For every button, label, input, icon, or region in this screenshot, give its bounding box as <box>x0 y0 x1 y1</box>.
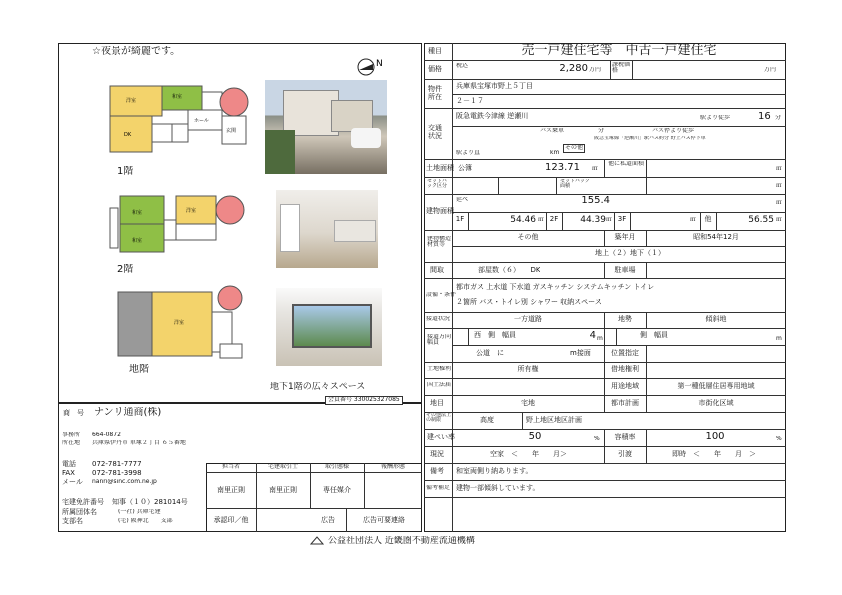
tel-label: 電話 <box>62 460 76 468</box>
title-label: 種目 <box>428 47 442 55</box>
floor-2f-label: 2F <box>549 215 559 223</box>
total-area: 155.4 <box>581 195 610 206</box>
svg-text:洋室: 洋室 <box>186 208 197 214</box>
svg-text:玄関: 玄関 <box>226 128 237 134</box>
mail-address[interactable]: nanri@sinc.com.ne.jp <box>92 479 157 485</box>
terrain-label: 地勢 <box>618 315 632 323</box>
svg-text:和室: 和室 <box>172 94 183 100</box>
postal-code: 664-0872 <box>92 432 121 438</box>
fax-label: FAX <box>62 469 75 477</box>
layout-label: 間取 <box>430 266 444 274</box>
built-label: 築年月 <box>614 233 636 241</box>
north-arrow-icon <box>356 56 386 80</box>
stories-value: 地上（２）地下（１） <box>595 249 665 257</box>
bus-stop-label: バス停より徒歩 <box>652 128 695 134</box>
city-plan-value: 市街化区域 <box>698 399 734 407</box>
staff-mode: 専任媒介 <box>323 486 351 494</box>
handover-value: 即時 ＜ 年 月 ＞ <box>672 450 756 458</box>
notes-value: 和室両側り納あります。 <box>456 467 533 475</box>
from-station: 駅より直 <box>456 150 481 156</box>
land-rights-value: 所有権 <box>517 365 539 373</box>
frontage: m接面 <box>570 349 591 357</box>
license-label: 宅建免許番号 <box>62 498 104 506</box>
staff-header-agent: 担当者 <box>221 464 240 470</box>
far-label: 容積率 <box>614 433 636 441</box>
bcr-pct: % <box>594 436 600 442</box>
supplement-value: 建物一部傾斜しています。 <box>456 484 540 492</box>
staff-header-licensee: 宅建取引士 <box>267 464 298 470</box>
staff-licensee: 南里正則 <box>269 486 297 494</box>
broker-address: 兵庫県伊丹市 車塚２丁目 ６５番地 <box>92 440 186 446</box>
traffic-label: 交通状況 <box>428 124 442 141</box>
building-area-label: 建物面積 <box>426 207 454 215</box>
svg-text:ホール: ホール <box>194 118 209 124</box>
floor-label-b1: 地階 <box>129 364 149 375</box>
zoning-value: 第一種低層住居専用地域 <box>677 382 755 390</box>
train-line: 阪急電鉄今津線 逆瀬川 <box>456 112 529 120</box>
road-width-1-unit: m <box>597 336 603 342</box>
listing-title: 売一戸建住宅等 中古一戸建住宅 <box>521 44 717 58</box>
floor-1f-label: 1F <box>455 215 465 223</box>
facilities-label: 設備・条件 <box>426 292 457 298</box>
svg-text:和室: 和室 <box>132 210 143 216</box>
floor-label-2f: 2階 <box>117 264 134 275</box>
price-label: 価格 <box>428 65 442 73</box>
land-rights-label: 土地権利 <box>427 366 452 372</box>
road-label: 接道状況 <box>426 316 451 322</box>
bus-label: バス乗車 <box>540 128 565 134</box>
lease-label: 借地権利 <box>611 365 639 373</box>
office-label: 事務所 <box>62 432 81 438</box>
terrain-value: 傾斜地 <box>705 315 727 323</box>
broker-name: ナンリ通商(株) <box>94 407 162 418</box>
floor-1f-sqm: ㎡ <box>538 217 545 223</box>
land-area: 123.71 <box>545 162 580 173</box>
tel-number: 072-781-7777 <box>92 460 142 468</box>
position-label: 位置指定 <box>611 349 639 357</box>
total-area-label: 延べ <box>456 197 469 203</box>
far-pct: % <box>776 436 782 442</box>
city-plan-label: 都市計画 <box>611 399 639 407</box>
taxable-value-label: 課税価格 <box>612 62 631 74</box>
law-label: 国土法届 <box>427 382 452 388</box>
floor-other-label: 他 <box>704 215 712 223</box>
fax-number: 072-781-3998 <box>92 469 142 477</box>
mail-label: メール <box>62 478 83 486</box>
parking-label: 駐車場 <box>614 266 636 274</box>
floor-2f-area: 44.39 <box>580 215 606 225</box>
structure-label: 建物構造材質等 <box>427 236 451 248</box>
zoning-label: 用途地域 <box>611 382 639 390</box>
far-value: 100 <box>705 431 725 442</box>
assoc-label: 所属団体名 <box>62 508 97 516</box>
address-line-1: 兵庫県宝塚市野上５丁目 <box>456 82 533 90</box>
road-dir-1: 西 側 幅員 <box>474 331 516 339</box>
price-value: 2,280 <box>559 63 588 74</box>
floor-other-area: 56.55 <box>748 215 774 225</box>
staff-ad-label: 広告 <box>321 516 335 524</box>
status-label: 現況 <box>430 450 444 458</box>
road-width-1: 4 <box>589 330 596 341</box>
supplement-label: 備考補足 <box>426 485 451 491</box>
restriction-height: 高度 <box>480 416 494 424</box>
staff-header-fee: 報酬形態 <box>380 464 405 470</box>
price-tax: 税込 <box>456 63 469 69</box>
status-value: 空家 ＜ 年 月＞ <box>490 450 567 458</box>
floor-1f-area: 54.46 <box>510 215 536 225</box>
notes-label: 備考 <box>430 467 444 475</box>
floor-other-sqm: ㎡ <box>776 217 783 223</box>
setback-label: セットバック区分 <box>427 179 448 189</box>
floorplan-b1 <box>116 284 250 364</box>
road-dir-2: 側 幅員 <box>640 331 668 339</box>
total-sqm: ㎡ <box>776 200 783 206</box>
road-dir-label: 接道方向幅員 <box>427 334 451 346</box>
bcr-label: 建ぺい率 <box>427 433 455 441</box>
walk-label: 駅より徒歩 <box>700 115 731 121</box>
walk-minutes: 16 <box>758 111 771 122</box>
basement-room-photo <box>276 288 382 366</box>
facilities-line-1: 都市ガス 上水道 下水道 ガスキッチン システムキッチン トイレ <box>456 283 655 291</box>
svg-text:和室: 和室 <box>132 238 143 244</box>
bus-note: 阪急宝塚線「逆瀬川」駅バス約分 野上バス停下車 <box>594 136 706 141</box>
handover-label: 引渡 <box>618 450 632 458</box>
staff-agent: 南里正則 <box>217 486 245 494</box>
setback-sqm: ㎡ <box>776 183 783 189</box>
walk-unit: 分 <box>775 115 782 121</box>
footer-association: 公益社団法人 近畿圏不動産流通機構 <box>328 536 475 546</box>
floor-3f-label: 3F <box>617 215 627 223</box>
floor-label-1f: 1階 <box>117 166 134 177</box>
land-kind: 公簿 <box>458 164 472 172</box>
bcr-value: 50 <box>528 431 542 442</box>
taxable-value-unit: 万円 <box>764 67 777 73</box>
svg-text:洋室: 洋室 <box>174 320 185 326</box>
contract-number: 会員番号 330025327085 <box>325 396 403 405</box>
broker-name-label: 商 号 <box>63 409 84 417</box>
svg-text:洋室: 洋室 <box>126 98 137 104</box>
heading: ☆夜景が綺麗です。 <box>92 46 181 57</box>
private-road-label: 他に私道面積 <box>608 161 644 167</box>
km-unit: km <box>550 150 560 156</box>
restrictions-label: その他法上の制限 <box>426 413 452 423</box>
other-traffic-label: その他 <box>565 144 584 151</box>
floorplan-1f <box>108 80 250 160</box>
address-label: 所在地 <box>62 440 81 446</box>
setback-area-label: セットバック面積 <box>560 179 590 189</box>
association-logo-icon <box>310 536 324 548</box>
layout-value: 部屋数（６） DK <box>478 266 541 274</box>
house-exterior-photo <box>265 80 387 174</box>
bus-minutes: 分 <box>598 128 605 134</box>
address-line-2: ２－１７ <box>456 97 484 105</box>
facilities-line-2: ２箇所 バス・トイレ別 シャワー 収納スペース <box>456 298 602 306</box>
license-number: 知事（１０）281014号 <box>112 498 188 506</box>
branch-name: (宅) 阪神北 支部 <box>118 518 173 524</box>
price-unit: 万円 <box>589 67 602 73</box>
floor-3f-sqm: ㎡ <box>690 217 697 223</box>
branch-label: 支部名 <box>62 517 83 525</box>
land-sqm: ㎡ <box>592 166 599 172</box>
road-width-2-unit: m <box>776 336 782 342</box>
assoc-name: (一社) 兵庫宅建 <box>118 509 161 515</box>
public-road: 公道 に <box>476 349 504 357</box>
floorplan-2f <box>108 190 250 262</box>
staff-ad-value: 広告可要連絡 <box>363 516 405 524</box>
svg-text:N: N <box>376 59 383 69</box>
restriction-district: 野上地区地区計画 <box>526 416 582 424</box>
road-value: 一方道路 <box>514 315 542 323</box>
location-label: 物件所在 <box>428 85 442 102</box>
built-value: 昭和54年12月 <box>693 233 739 241</box>
interior-ldk-photo <box>276 190 378 268</box>
staff-header-mode: 取引態様 <box>324 464 349 470</box>
land-type-label: 地目 <box>430 399 444 407</box>
structure-value: その他 <box>517 233 539 241</box>
private-road-sqm: ㎡ <box>776 166 783 172</box>
land-type-value: 宅地 <box>521 399 535 407</box>
floor-2f-sqm: ㎡ <box>606 217 613 223</box>
staff-approval: 承認印／他 <box>213 516 249 524</box>
svg-text:DK: DK <box>124 132 132 138</box>
land-area-label: 土地面積 <box>426 164 454 172</box>
photo-caption: 地下1階の広々スペース <box>270 382 366 392</box>
